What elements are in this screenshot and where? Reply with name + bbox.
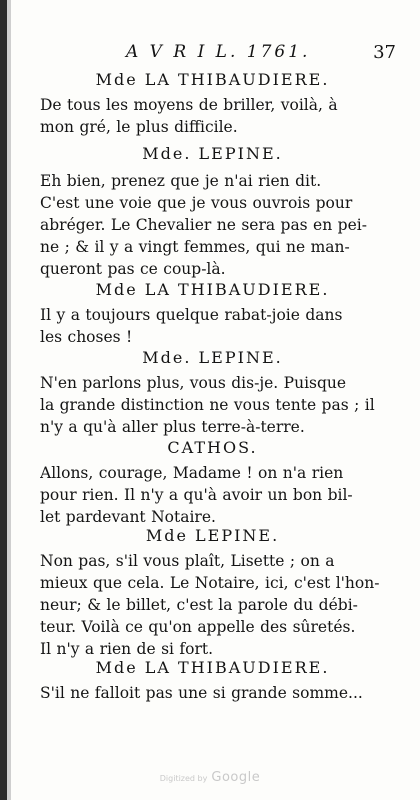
speaker-name: Mde. LEPINE.: [142, 144, 283, 163]
text-line: teur. Voilà ce qu'on appelle des sûretés.: [40, 618, 356, 636]
text-line: Eh bien, prenez que je n'ai rien dit.: [40, 172, 322, 190]
text-line: ne ; & il y a vingt femmes, qui ne man-: [40, 238, 350, 256]
text-line: Il n'y a rien de si fort.: [40, 640, 214, 658]
text-line: neur; & le billet, c'est la parole du débi-: [40, 596, 358, 614]
text-line: pour rien. Il n'y a qu'à avoir un bon bil-: [40, 486, 353, 504]
speech-text: [40, 682, 392, 704]
speech-text: [40, 372, 392, 438]
page-binding-edge: [0, 0, 7, 800]
speech-text: [40, 304, 392, 348]
running-head: A V R I L. 1761.: [126, 42, 311, 62]
text-line: Non pas, s'il vous plaît, Lisette ; on a: [40, 552, 335, 570]
speech-text: [40, 462, 392, 528]
speaker-name: Mde LEPINE.: [145, 526, 280, 545]
watermark-caption: Digitized by: [159, 774, 208, 783]
speech-text: [40, 170, 392, 280]
text-line: let pardevant Notaire.: [40, 508, 216, 526]
text-line: mon gré, le plus difficile.: [40, 118, 238, 136]
page-number: 37: [373, 42, 396, 63]
text-line: mieux que cela. Le Notaire, ici, c'est l'hon-: [40, 574, 380, 592]
speaker-name: Mde LA THIBAUDIERE.: [95, 70, 330, 89]
text-line: C'est une voie que je vous ouvrois pour: [40, 194, 353, 212]
speech-text: [40, 550, 392, 660]
page-gutter: [7, 0, 11, 800]
text-line: Il y a toujours quelque rabat-joie dans: [40, 306, 343, 324]
text-line: la grande distinction ne vous tente pas ; il: [40, 396, 375, 414]
speaker-name: CATHOS.: [167, 438, 258, 457]
page-header: [96, 42, 396, 66]
text-line: n'y a qu'à aller plus terre-à-terre.: [40, 418, 305, 436]
speaker-name: Mde LA THIBAUDIERE.: [95, 658, 330, 677]
text-line: S'il ne falloit pas une si grande somme...: [40, 684, 363, 702]
text-line: queront pas ce coup-là.: [40, 260, 226, 278]
text-line: N'en parlons plus, vous dis-je. Puisque: [40, 374, 347, 392]
text-line: Allons, courage, Madame ! on n'a rien: [40, 464, 344, 482]
speaker-name: Mde. LEPINE.: [142, 348, 283, 367]
google-logo: Google: [211, 770, 261, 785]
speech-text: [40, 94, 392, 138]
google-watermark: [0, 766, 420, 785]
text-line: De tous les moyens de briller, voilà, à: [40, 96, 338, 114]
text-line: abréger. Le Chevalier ne sera pas en pei-: [40, 216, 367, 234]
text-line: les choses !: [40, 328, 133, 346]
speaker-name: Mde LA THIBAUDIERE.: [95, 280, 330, 299]
